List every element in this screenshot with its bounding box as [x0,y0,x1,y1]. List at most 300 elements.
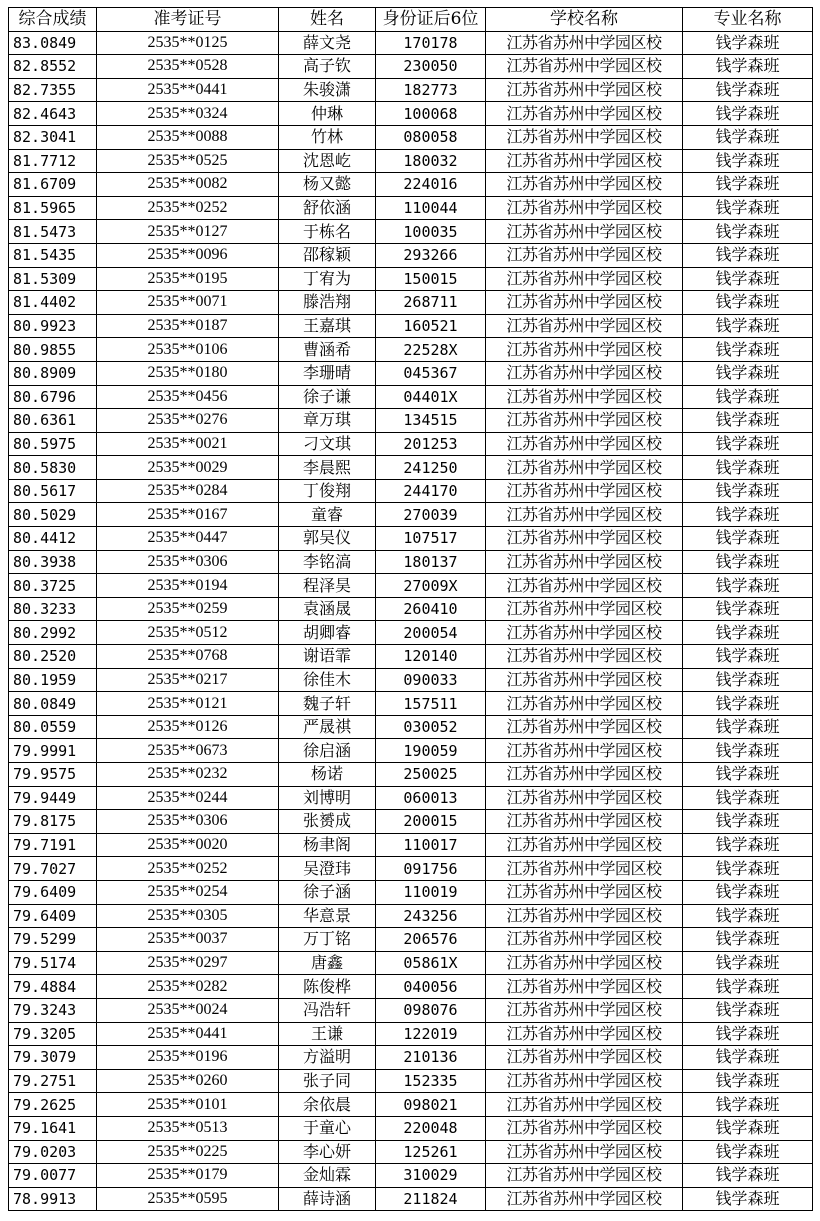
cell-school: 江苏省苏州中学园区校 [486,904,683,928]
cell-major: 钱学森班 [683,479,813,503]
score-table [8,7,813,1211]
cell-name: 丁宥为 [279,267,376,291]
cell-school: 江苏省苏州中学园区校 [486,173,683,197]
cell-name: 于童心 [279,1116,376,1140]
cell-major: 钱学森班 [683,715,813,739]
table-row [9,715,813,739]
cell-major: 钱学森班 [683,503,813,527]
cell-exam-number: 2535**0071 [97,291,279,315]
cell-name: 杨又懿 [279,173,376,197]
cell-major: 钱学森班 [683,550,813,574]
cell-id-last6: 260410 [376,597,486,621]
cell-major: 钱学森班 [683,78,813,102]
cell-school: 江苏省苏州中学园区校 [486,409,683,433]
table-row [9,692,813,716]
table-row [9,479,813,503]
cell-name: 薛诗涵 [279,1187,376,1211]
cell-name: 华意景 [279,904,376,928]
cell-exam-number: 2535**0768 [97,645,279,669]
cell-name: 余依晨 [279,1093,376,1117]
cell-major: 钱学森班 [683,928,813,952]
cell-id-last6: 120140 [376,645,486,669]
cell-major: 钱学森班 [683,314,813,338]
cell-major: 钱学森班 [683,527,813,551]
table-row [9,786,813,810]
cell-major: 钱学森班 [683,385,813,409]
cell-name: 丁俊翔 [279,479,376,503]
cell-major: 钱学森班 [683,904,813,928]
cell-score: 80.5029 [9,503,97,527]
cell-exam-number: 2535**0441 [97,78,279,102]
header-major: 专业名称 [683,8,813,32]
cell-school: 江苏省苏州中学园区校 [486,763,683,787]
cell-id-last6: 125261 [376,1140,486,1164]
cell-id-last6: 310029 [376,1164,486,1188]
cell-id-last6: 060013 [376,786,486,810]
cell-name: 童睿 [279,503,376,527]
cell-name: 杨诺 [279,763,376,787]
cell-exam-number: 2535**0513 [97,1116,279,1140]
cell-name: 王嘉琪 [279,314,376,338]
cell-id-last6: 040056 [376,975,486,999]
cell-id-last6: 200015 [376,810,486,834]
table-row [9,1116,813,1140]
cell-name: 竹林 [279,125,376,149]
cell-school: 江苏省苏州中学园区校 [486,243,683,267]
table-row [9,668,813,692]
cell-school: 江苏省苏州中学园区校 [486,55,683,79]
cell-score: 79.9575 [9,763,97,787]
cell-exam-number: 2535**0512 [97,621,279,645]
table-row [9,78,813,102]
cell-name: 李心妍 [279,1140,376,1164]
cell-name: 金灿霖 [279,1164,376,1188]
cell-school: 江苏省苏州中学园区校 [486,597,683,621]
cell-name: 方溢明 [279,1046,376,1070]
cell-major: 钱学森班 [683,125,813,149]
table-row [9,385,813,409]
cell-school: 江苏省苏州中学园区校 [486,857,683,881]
cell-id-last6: 100035 [376,220,486,244]
cell-id-last6: 220048 [376,1116,486,1140]
table-row [9,31,813,55]
table-row [9,645,813,669]
cell-name: 袁涵晟 [279,597,376,621]
cell-exam-number: 2535**0029 [97,456,279,480]
cell-exam-number: 2535**0324 [97,102,279,126]
cell-exam-number: 2535**0037 [97,928,279,952]
cell-major: 钱学森班 [683,361,813,385]
cell-exam-number: 2535**0244 [97,786,279,810]
table-row [9,1140,813,1164]
cell-id-last6: 293266 [376,243,486,267]
cell-id-last6: 030052 [376,715,486,739]
table-row [9,220,813,244]
cell-school: 江苏省苏州中学园区校 [486,1093,683,1117]
cell-score: 81.5965 [9,196,97,220]
cell-exam-number: 2535**0196 [97,1046,279,1070]
table-row [9,55,813,79]
cell-exam-number: 2535**0252 [97,857,279,881]
cell-exam-number: 2535**0101 [97,1093,279,1117]
cell-id-last6: 180137 [376,550,486,574]
cell-score: 80.4412 [9,527,97,551]
cell-score: 79.9449 [9,786,97,810]
cell-score: 80.9855 [9,338,97,362]
cell-school: 江苏省苏州中学园区校 [486,149,683,173]
cell-id-last6: 180032 [376,149,486,173]
table-row [9,928,813,952]
cell-school: 江苏省苏州中学园区校 [486,385,683,409]
table-row [9,503,813,527]
cell-major: 钱学森班 [683,574,813,598]
cell-major: 钱学森班 [683,409,813,433]
cell-name: 严晟祺 [279,715,376,739]
cell-score: 80.3725 [9,574,97,598]
cell-major: 钱学森班 [683,951,813,975]
cell-id-last6: 22528X [376,338,486,362]
table-row [9,810,813,834]
cell-id-last6: 110044 [376,196,486,220]
cell-major: 钱学森班 [683,975,813,999]
cell-score: 78.9913 [9,1187,97,1211]
cell-name: 李珊晴 [279,361,376,385]
cell-school: 江苏省苏州中学园区校 [486,338,683,362]
cell-id-last6: 244170 [376,479,486,503]
cell-id-last6: 157511 [376,692,486,716]
header-school: 学校名称 [486,8,683,32]
cell-name: 李晨熙 [279,456,376,480]
cell-id-last6: 080058 [376,125,486,149]
cell-exam-number: 2535**0282 [97,975,279,999]
cell-score: 80.8909 [9,361,97,385]
cell-school: 江苏省苏州中学园区校 [486,456,683,480]
table-row [9,998,813,1022]
cell-id-last6: 241250 [376,456,486,480]
cell-exam-number: 2535**0297 [97,951,279,975]
cell-major: 钱学森班 [683,456,813,480]
cell-exam-number: 2535**0179 [97,1164,279,1188]
table-row [9,1022,813,1046]
cell-major: 钱学森班 [683,102,813,126]
cell-id-last6: 122019 [376,1022,486,1046]
cell-school: 江苏省苏州中学园区校 [486,361,683,385]
cell-name: 程泽昊 [279,574,376,598]
table-row [9,361,813,385]
cell-exam-number: 2535**0217 [97,668,279,692]
cell-major: 钱学森班 [683,149,813,173]
cell-id-last6: 190059 [376,739,486,763]
cell-id-last6: 182773 [376,78,486,102]
header-id-last6: 身份证后6位 [376,8,486,32]
cell-id-last6: 110017 [376,833,486,857]
cell-exam-number: 2535**0595 [97,1187,279,1211]
cell-name: 高子钦 [279,55,376,79]
cell-id-last6: 134515 [376,409,486,433]
cell-name: 徐佳木 [279,668,376,692]
cell-major: 钱学森班 [683,243,813,267]
cell-score: 79.6409 [9,880,97,904]
cell-school: 江苏省苏州中学园区校 [486,1187,683,1211]
table-row [9,739,813,763]
cell-major: 钱学森班 [683,739,813,763]
cell-name: 沈恩屹 [279,149,376,173]
cell-id-last6: 224016 [376,173,486,197]
cell-name: 朱骏潇 [279,78,376,102]
cell-major: 钱学森班 [683,668,813,692]
cell-name: 章万琪 [279,409,376,433]
cell-id-last6: 206576 [376,928,486,952]
cell-score: 79.8175 [9,810,97,834]
cell-school: 江苏省苏州中学园区校 [486,125,683,149]
cell-score: 79.3205 [9,1022,97,1046]
score-sheet [8,7,812,1211]
cell-school: 江苏省苏州中学园区校 [486,786,683,810]
cell-school: 江苏省苏州中学园区校 [486,550,683,574]
cell-exam-number: 2535**0020 [97,833,279,857]
cell-school: 江苏省苏州中学园区校 [486,833,683,857]
cell-name: 徐启涵 [279,739,376,763]
table-body [9,31,813,1211]
cell-major: 钱学森班 [683,810,813,834]
cell-school: 江苏省苏州中学园区校 [486,574,683,598]
header-row [9,8,813,32]
cell-major: 钱学森班 [683,1046,813,1070]
cell-exam-number: 2535**0024 [97,998,279,1022]
cell-major: 钱学森班 [683,432,813,456]
cell-score: 80.3938 [9,550,97,574]
cell-score: 81.6709 [9,173,97,197]
table-row [9,149,813,173]
cell-major: 钱学森班 [683,196,813,220]
cell-score: 80.2992 [9,621,97,645]
cell-exam-number: 2535**0673 [97,739,279,763]
cell-exam-number: 2535**0260 [97,1069,279,1093]
table-row [9,621,813,645]
cell-major: 钱学森班 [683,857,813,881]
cell-exam-number: 2535**0447 [97,527,279,551]
cell-name: 张赟成 [279,810,376,834]
cell-school: 江苏省苏州中学园区校 [486,220,683,244]
cell-exam-number: 2535**0306 [97,550,279,574]
cell-score: 79.3243 [9,998,97,1022]
cell-id-last6: 05861X [376,951,486,975]
cell-id-last6: 090033 [376,668,486,692]
cell-school: 江苏省苏州中学园区校 [486,998,683,1022]
cell-name: 胡卿睿 [279,621,376,645]
cell-school: 江苏省苏州中学园区校 [486,31,683,55]
cell-major: 钱学森班 [683,1164,813,1188]
cell-exam-number: 2535**0167 [97,503,279,527]
cell-major: 钱学森班 [683,55,813,79]
header-exam-number: 准考证号 [97,8,279,32]
cell-exam-number: 2535**0525 [97,149,279,173]
cell-name: 魏子轩 [279,692,376,716]
cell-school: 江苏省苏州中学园区校 [486,715,683,739]
table-row [9,597,813,621]
cell-major: 钱学森班 [683,173,813,197]
cell-score: 79.3079 [9,1046,97,1070]
table-row [9,833,813,857]
table-row [9,763,813,787]
cell-major: 钱学森班 [683,1022,813,1046]
cell-id-last6: 098021 [376,1093,486,1117]
cell-exam-number: 2535**0180 [97,361,279,385]
cell-major: 钱学森班 [683,1187,813,1211]
cell-score: 79.6409 [9,904,97,928]
cell-name: 于栋名 [279,220,376,244]
cell-name: 曹涵希 [279,338,376,362]
cell-score: 82.8552 [9,55,97,79]
cell-score: 80.6796 [9,385,97,409]
cell-exam-number: 2535**0232 [97,763,279,787]
cell-score: 80.0559 [9,715,97,739]
table-row [9,1069,813,1093]
cell-exam-number: 2535**0252 [97,196,279,220]
cell-name: 唐鑫 [279,951,376,975]
cell-name: 杨聿阁 [279,833,376,857]
cell-exam-number: 2535**0106 [97,338,279,362]
cell-name: 万丁铭 [279,928,376,952]
cell-name: 谢语霏 [279,645,376,669]
cell-name: 李铭滈 [279,550,376,574]
cell-score: 81.5435 [9,243,97,267]
table-row [9,857,813,881]
table-row [9,904,813,928]
cell-id-last6: 211824 [376,1187,486,1211]
cell-score: 79.7191 [9,833,97,857]
table-row [9,951,813,975]
cell-school: 江苏省苏州中学园区校 [486,432,683,456]
cell-id-last6: 243256 [376,904,486,928]
cell-exam-number: 2535**0021 [97,432,279,456]
cell-name: 吴澄玮 [279,857,376,881]
cell-school: 江苏省苏州中学园区校 [486,102,683,126]
cell-major: 钱学森班 [683,880,813,904]
cell-score: 79.0077 [9,1164,97,1188]
cell-school: 江苏省苏州中学园区校 [486,692,683,716]
cell-score: 79.2751 [9,1069,97,1093]
cell-exam-number: 2535**0126 [97,715,279,739]
cell-score: 79.5174 [9,951,97,975]
cell-score: 79.4884 [9,975,97,999]
cell-score: 80.3233 [9,597,97,621]
cell-id-last6: 160521 [376,314,486,338]
cell-name: 陈俊桦 [279,975,376,999]
cell-score: 81.5309 [9,267,97,291]
cell-id-last6: 152335 [376,1069,486,1093]
cell-major: 钱学森班 [683,267,813,291]
cell-school: 江苏省苏州中学园区校 [486,314,683,338]
cell-major: 钱学森班 [683,291,813,315]
cell-id-last6: 200054 [376,621,486,645]
cell-name: 冯浩轩 [279,998,376,1022]
cell-school: 江苏省苏州中学园区校 [486,975,683,999]
cell-score: 79.0203 [9,1140,97,1164]
table-row [9,1187,813,1211]
cell-school: 江苏省苏州中学园区校 [486,267,683,291]
cell-exam-number: 2535**0082 [97,173,279,197]
table-row [9,1093,813,1117]
cell-score: 81.5473 [9,220,97,244]
cell-school: 江苏省苏州中学园区校 [486,1140,683,1164]
cell-exam-number: 2535**0276 [97,409,279,433]
cell-major: 钱学森班 [683,786,813,810]
cell-major: 钱学森班 [683,338,813,362]
cell-school: 江苏省苏州中学园区校 [486,1116,683,1140]
cell-exam-number: 2535**0187 [97,314,279,338]
cell-school: 江苏省苏州中学园区校 [486,810,683,834]
table-row [9,125,813,149]
cell-score: 79.7027 [9,857,97,881]
cell-school: 江苏省苏州中学园区校 [486,78,683,102]
cell-score: 80.0849 [9,692,97,716]
cell-school: 江苏省苏州中学园区校 [486,503,683,527]
cell-score: 80.5617 [9,479,97,503]
cell-score: 80.5830 [9,456,97,480]
table-row [9,173,813,197]
table-row [9,102,813,126]
table-row [9,314,813,338]
cell-name: 仲琳 [279,102,376,126]
cell-score: 82.7355 [9,78,97,102]
cell-score: 80.5975 [9,432,97,456]
cell-score: 80.9923 [9,314,97,338]
cell-name: 郭吴仪 [279,527,376,551]
header-name: 姓名 [279,8,376,32]
table-row [9,291,813,315]
header-score: 综合成绩 [9,8,97,32]
cell-major: 钱学森班 [683,31,813,55]
cell-id-last6: 210136 [376,1046,486,1070]
cell-school: 江苏省苏州中学园区校 [486,951,683,975]
cell-name: 王谦 [279,1022,376,1046]
cell-score: 80.6361 [9,409,97,433]
cell-school: 江苏省苏州中学园区校 [486,668,683,692]
cell-exam-number: 2535**0456 [97,385,279,409]
cell-school: 江苏省苏州中学园区校 [486,527,683,551]
cell-exam-number: 2535**0284 [97,479,279,503]
cell-major: 钱学森班 [683,833,813,857]
cell-id-last6: 091756 [376,857,486,881]
cell-score: 79.1641 [9,1116,97,1140]
table-row [9,243,813,267]
cell-name: 张子同 [279,1069,376,1093]
table-row [9,550,813,574]
table-row [9,527,813,551]
cell-id-last6: 230050 [376,55,486,79]
table-row [9,267,813,291]
table-row [9,1046,813,1070]
table-row [9,432,813,456]
cell-exam-number: 2535**0259 [97,597,279,621]
cell-exam-number: 2535**0127 [97,220,279,244]
cell-id-last6: 270039 [376,503,486,527]
cell-score: 81.7712 [9,149,97,173]
cell-name: 舒依涵 [279,196,376,220]
table-row [9,409,813,433]
cell-id-last6: 110019 [376,880,486,904]
cell-score: 79.5299 [9,928,97,952]
cell-major: 钱学森班 [683,1093,813,1117]
cell-exam-number: 2535**0254 [97,880,279,904]
cell-exam-number: 2535**0305 [97,904,279,928]
cell-score: 82.3041 [9,125,97,149]
cell-score: 83.0849 [9,31,97,55]
cell-exam-number: 2535**0096 [97,243,279,267]
cell-major: 钱学森班 [683,763,813,787]
cell-id-last6: 268711 [376,291,486,315]
